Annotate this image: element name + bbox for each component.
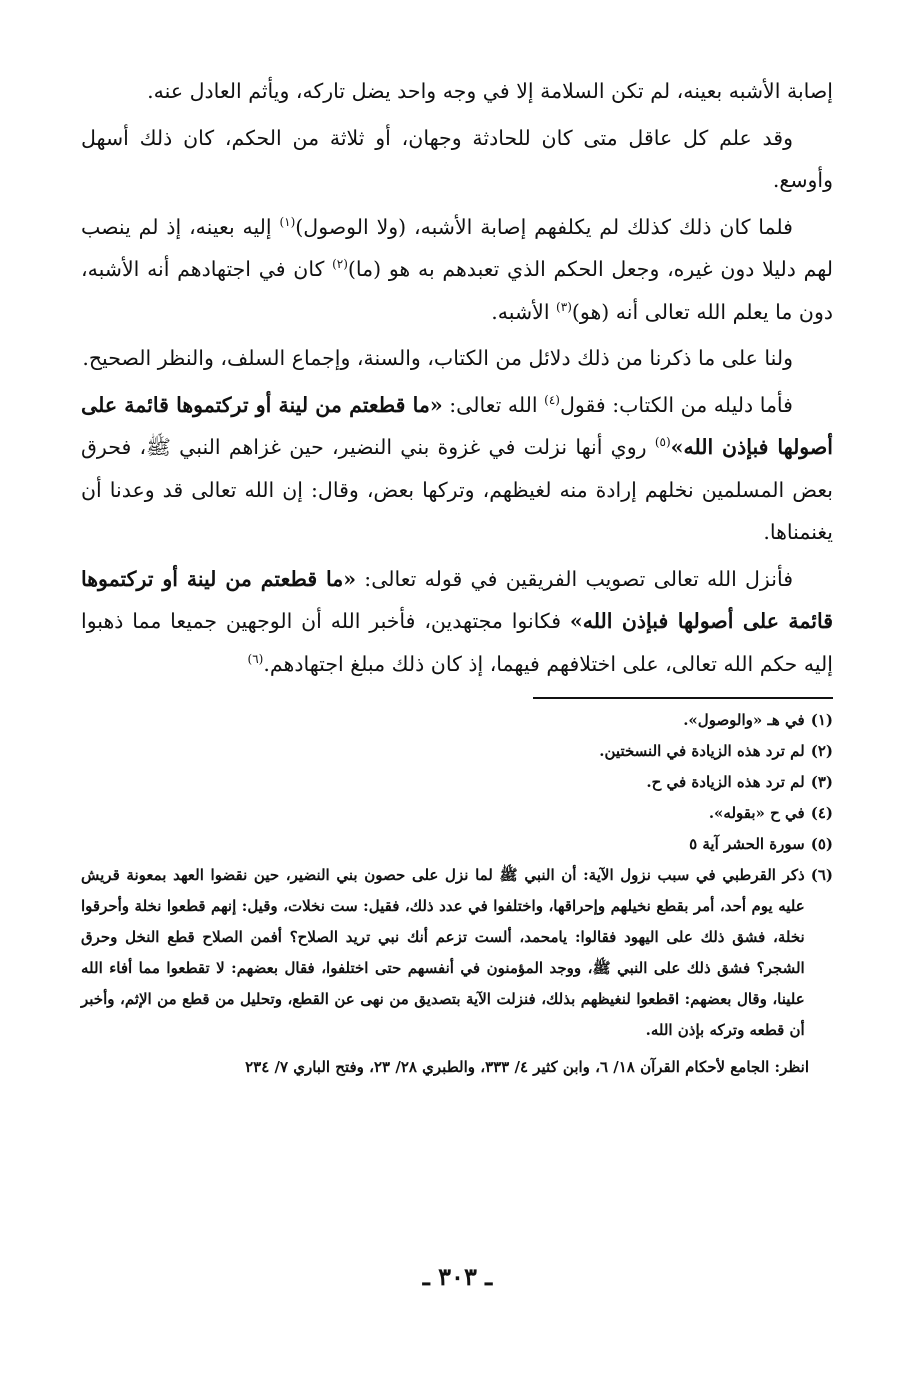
footnote-number: (١): [810, 711, 833, 729]
paragraph-6-part-2: فكانوا مجتهدين، فأخبر الله أن الوجهين جميعا مما ذهبوا إليه حكم الله تعالى، على اختلافهم فيهما، إذ كان ذلك مبلغ اجتهادهم.: [81, 609, 833, 676]
footnote-ref-5: (٥): [654, 435, 671, 450]
references: انظر: الجامع لأحكام القرآن ١٨/ ٦، وابن كثير ٤/ ٣٣٣، والطبري ٢٨/ ٢٣، وفتح الباري ٧/ ٢٣٤: [245, 1058, 809, 1076]
footnote-6: [81, 860, 833, 1046]
book-page: [81, 70, 833, 1083]
quran-quote: «ما قطعتم من لينة أو تركتموها قائمة على أصولها فبإذن الله»: [81, 566, 833, 633]
paragraph-5-part-2: الله تعالى:: [442, 392, 545, 417]
footnote-text: لم ترد هذه الزيادة في ح.: [646, 773, 805, 791]
footnote-text: لم ترد هذه الزيادة في النسختين.: [599, 742, 805, 760]
paragraph-3-part-1: فلما كان ذلك كذلك لم يكلفهم إصابة الأشبه، (ولا الوصول): [295, 214, 793, 239]
footnote-4: [81, 798, 833, 829]
paragraph-3-part-4: الأشبه.: [491, 299, 557, 324]
footnote-1: [81, 705, 833, 736]
footnote-text: سورة الحشر آية ٥: [689, 835, 805, 853]
page-number: ـ ٣٠٣ ـ: [422, 1262, 493, 1291]
footnote-number: (٣): [810, 773, 833, 791]
footnote-ref-6: (٦): [247, 651, 264, 666]
paragraph-1: إصابة الأشبه بعينه، لم تكن السلامة إلا في وجه واحد يضل تاركه، ويأثم العادل عنه.: [147, 79, 833, 103]
paragraph-2: وقد علم كل عاقل متى كان للحادثة وجهان، أو ثلاثة من الحكم، كان ذلك أسهل وأوسع.: [81, 125, 833, 192]
footnote-number: (٤): [810, 804, 833, 822]
paragraph-3-part-3: كان في اجتهادهم أنه الأشبه، دون ما يعلم الله تعالى أنه (هو): [81, 257, 833, 324]
footnote-number: (٢): [810, 742, 833, 760]
main-text: [81, 70, 833, 685]
footnote-ref-4: (٤): [544, 392, 560, 407]
paragraph-5-part-3: روي أنها نزلت في غزوة بني النضير، حين غزاهم النبي ﷺ، فحرق بعض المسلمين نخلهم إرادة منه لغيظهم، وتركها بعض، وقال: إن الله تعالى قد وعدنا أن يغنمناها.: [81, 435, 833, 544]
footnote-ref-2: (٢): [332, 257, 348, 272]
paragraph-6: [81, 558, 833, 686]
paragraph-3-part-2: إليه بعينه، إذ لم ينصب لهم دليلا دون غيره، وجعل الحكم الذي تعبدهم به هو (ما): [81, 214, 833, 281]
footnote-3: [81, 767, 833, 798]
paragraph-5: [81, 384, 833, 554]
footnote-number: (٥): [810, 835, 833, 853]
footnote-text: في هـ «والوصول».: [683, 711, 805, 729]
footnote-divider: [533, 697, 833, 699]
footnote-text: ذكر القرطبي في سبب نزول الآية: أن النبي ﷺ لما نزل على حصون بني النضير، حين نقضوا العهد بمعونة قريش عليه يوم أحد، أمر بقطع نخيلهم وإحراقها، واختلفوا في عدد ذلك، فقيل: ست نخلات، وقيل: إنهم قطعوا نخلة وأحرقوا نخلة، فشق ذلك على اليهود فقالوا: يامحمد، ألست تزعم أنك نبي تريد الصلاح؟ أفمن الصلاح قطع النخل وحرق الشجر؟ فشق ذلك على النبي ﷺ، ووجد المؤمنون في أنفسهم حتى اختلفوا، فقال بعضهم: لا تقطعوا مما أفاء الله علينا، وقال بعضهم: اقطعوا لنغيظهم بذلك، فنزلت الآية بتصديق من نهى عن القطع، وتحليل من قطع من الإثم، وأخبر أن قطعه وتركه بإذن الله.: [81, 866, 805, 1039]
footnotes: [81, 705, 833, 1083]
quran-quote: «ما قطعتم من لينة أو تركتموها قائمة على أصولها فبإذن الله»: [81, 392, 834, 459]
paragraph-6-part-1: فأنزل الله تعالى تصويب الفريقين في قوله تعالى:: [356, 566, 793, 591]
footnote-ref-3: (٣): [556, 299, 572, 314]
footnote-5: [81, 829, 833, 860]
paragraph-4: ولنا على ما ذكرنا من ذلك دلائل من الكتاب، والسنة، وإجماع السلف، والنظر الصحيح.: [82, 346, 793, 370]
footnote-text: في ح «بقوله».: [708, 804, 805, 822]
footnote-number: (٦): [810, 866, 833, 884]
footnote-2: [81, 736, 833, 767]
paragraph-5-part-1: فأما دليله من الكتاب: فقول: [559, 392, 793, 417]
paragraph-3: [81, 206, 833, 334]
footnote-ref-1: (١): [279, 214, 296, 229]
